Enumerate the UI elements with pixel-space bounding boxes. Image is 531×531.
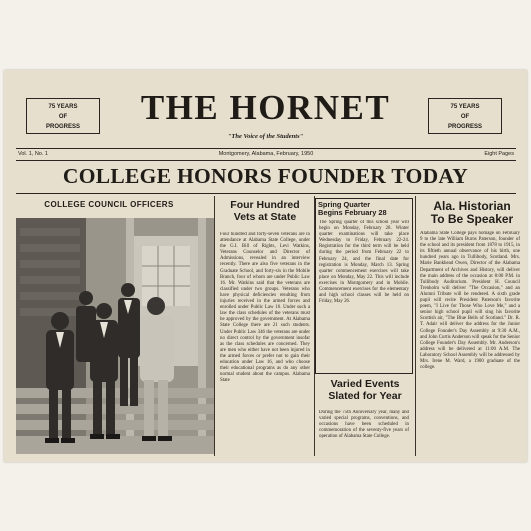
events-headline-line-2: Slated for Year bbox=[328, 389, 402, 402]
page-count: Eight Pages bbox=[484, 151, 514, 157]
spring-article-body: The Spring quarter of this school year will begin on Monday, February 28. Winter quarter examinations will take place Wednesday to Friday, February 22-24. Registration for the third term will be held during the period from February 22 to February 24, and the final date for registration is Monday, March 13. Spring quarter commencement exercises will take place on Monday, May 22. This will include exercises in Montgomery and in Mobile. Commencement exercises for the elementary and high school classes will be held on Friday, May 26. bbox=[319, 220, 409, 305]
column-divider-3 bbox=[415, 196, 416, 456]
column-divider-1 bbox=[214, 196, 215, 456]
dateline-top-rule bbox=[16, 148, 516, 149]
photo-caption-head: COLLEGE COUNCIL OFFICERS bbox=[44, 200, 174, 209]
left-ear-line-1: 75 YEARS bbox=[48, 104, 78, 110]
spring-headline bbox=[318, 201, 412, 217]
council-officers-photo bbox=[16, 218, 214, 454]
right-ear-line-2: OF bbox=[460, 114, 470, 120]
right-ear-line-1: 75 YEARS bbox=[450, 104, 480, 110]
spring-headline-line-2: Begins February 28 bbox=[318, 208, 387, 218]
volume-number: Vol. 1, No. 1 bbox=[18, 151, 48, 157]
left-ear-line-3: PROGRESS bbox=[45, 124, 80, 130]
spring-headline-line-1: Spring Quarter bbox=[318, 200, 371, 209]
headline-rule bbox=[16, 193, 516, 194]
council-photo-image bbox=[16, 218, 214, 454]
events-article-body: During the 75th Anniversary year, many and varied special programs, conventions, and occasions have been scheduled in commemoration of the seventy-five years of operation of Alabama State College. bbox=[319, 410, 409, 440]
motto: "The Voice of the Students" bbox=[227, 133, 304, 140]
historian-headline bbox=[418, 200, 526, 226]
main-headline: COLLEGE HONORS FOUNDER TODAY bbox=[62, 164, 469, 188]
historian-headline-line-1: Ala. Historian bbox=[433, 199, 511, 213]
events-headline-line-1: Varied Events bbox=[330, 378, 400, 390]
vets-headline-line-1: Four Hundred bbox=[230, 199, 300, 211]
events-headline bbox=[316, 379, 414, 402]
right-ear-box bbox=[428, 98, 502, 134]
vets-article-body: Four hundred and forty-seven veterans are in attendance at Alabama State College, under the G.I. Bill of Rights, Levi Watkins, Veterans Counselor and Director of Admissions, revealed in an interview recently. There are also five veterans in the Graduate School, and forty-six in the Mobile Branch, four of whom are under Public Law 16. Mr. Watkins said that the veterans are classified under two groups. Veterans who have physical deficiencies resulting from injuries received in the armed forces and enrolled under Public Law 16. Under such a law the class schedules of the veterans must be approved by the government. At Alabama State College there are 21 such students. Under Public Law 346 the veterans are under no direct control by the government insofar as the class schedules are concerned. They are men who either have not been injured in the armed forces or prefer not to gain their education under Law 16, and who choose their educational programs as do any other normal student about the campus. Alabama State bbox=[220, 232, 310, 384]
newspaper-page bbox=[4, 70, 527, 462]
masthead-title: THE HORNET bbox=[140, 88, 391, 127]
vets-headline-line-2: Vets at State bbox=[233, 210, 297, 223]
right-ear-line-3: PROGRESS bbox=[447, 124, 482, 130]
historian-article-body: Alabama State College pays homage on February 9 to the late William Burns Paterson, founder of the school and its president from 1878 to 1915, in its fiftieth annual observance of his birth, one hundred years ago in Tullibody, Scotland. Mrs. Marie Bankhead Owen, Director of the Alabama Department of Archives and History, will deliver the main address of the occasion at 8:00 P.M. in Tullibody Auditorium. President H. Council Trenholm will deliver "The Occasion," and an Alumni Tribute will be rendered. A sixth grade pupil will recite President Paterson's favorite poem, "I Live for Those Who Love Me," and a senior high school pupil will sing his favorite Scottish air, "The Blue Bells of Scotland." Dr. R. T. Adair will deliver the address for the Junior College Founder's Day Assembly at 9:30 A.M., and John Curtis Anderson will speak for the Senior College Founder's Day Assembly. Mr. Anderson's address will be delivered at 11:00 A.M. The Laboratory School Assembly will be addressed by Mrs. Irene M. Ward, a 1900 graduate of the college. bbox=[420, 231, 520, 371]
date-place: Montgomery, Alabama, February, 1950 bbox=[218, 151, 314, 157]
left-ear-line-2: OF bbox=[58, 114, 68, 120]
dateline-bottom-rule bbox=[16, 160, 516, 161]
historian-headline-line-2: To Be Speaker bbox=[430, 212, 514, 227]
vets-headline bbox=[216, 200, 314, 223]
